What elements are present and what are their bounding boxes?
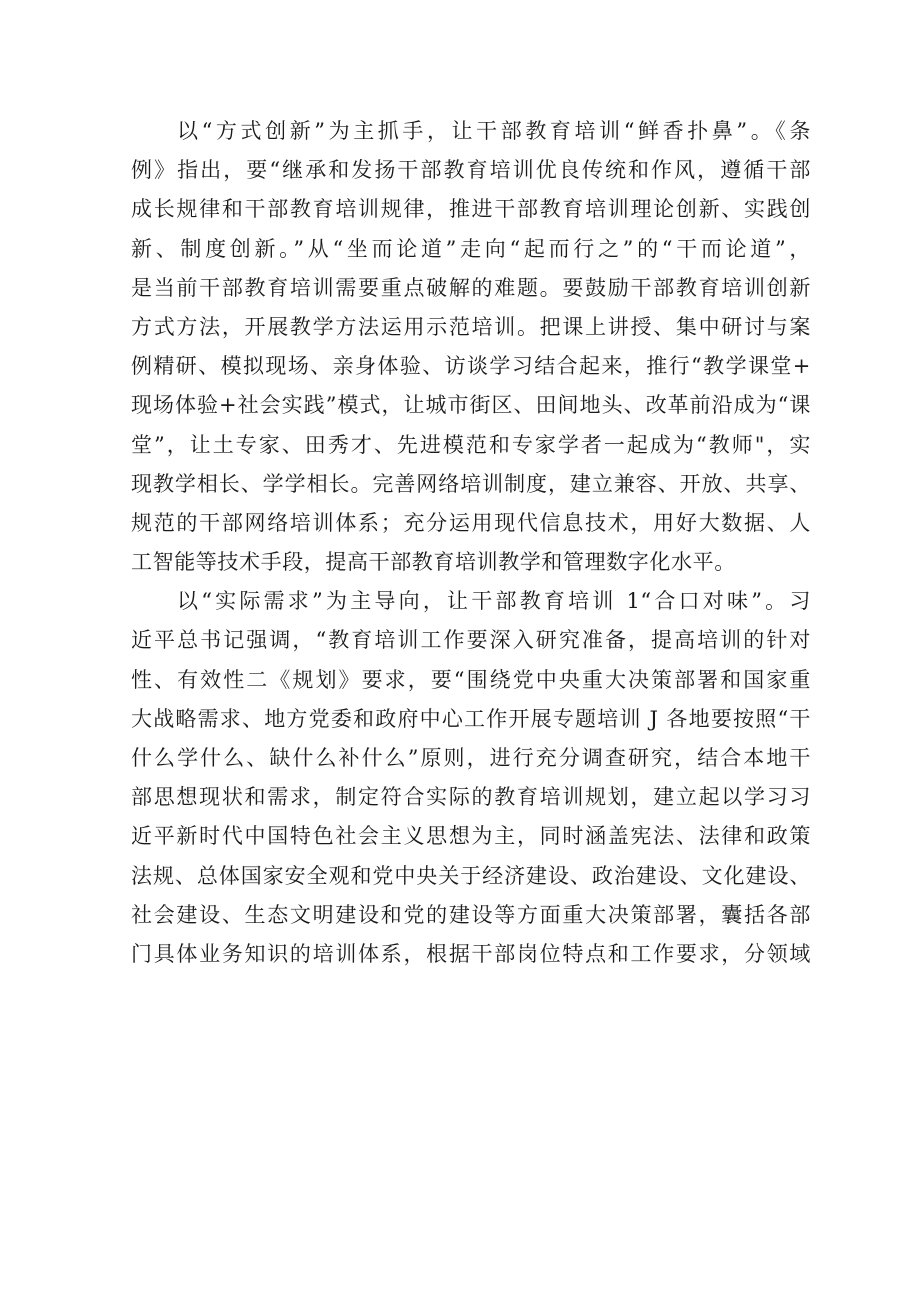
paragraph-line: 门具体业务知识的培训体系，根据干部岗位特点和工作要求，分领域 <box>131 941 811 966</box>
paragraph-line: 什么学什么、缺什么补什么”原则，进行充分调查研究，结合本地干 <box>131 746 811 770</box>
paragraph-line: 以“实际需求”为主导向，让干部教育培训 1“合口对味”。习 <box>177 589 811 614</box>
paragraph-line-last: 工智能等技术手段，提高干部教育培训教学和管理数字化水平。 <box>131 550 736 575</box>
paragraph-line: 法规、总体国家安全观和党中央关于经济建设、政治建设、文化建设、 <box>131 863 811 888</box>
paragraph-line: 近平新时代中国特色社会主义思想为主，同时涵盖宪法、法律和政策 <box>131 824 811 849</box>
paragraph-line: 以“方式创新”为主抓手，让干部教育培训“鲜香扑鼻”。《条 <box>177 119 811 143</box>
paragraph-line: 现教学相长、学学相长。完善网络培训制度，建立兼容、开放、共享、 <box>131 471 811 496</box>
paragraph-line: 新、制度创新。”从“坐而论道”走向“起而行之”的“干而论道”， <box>131 236 811 261</box>
paragraph-method-innovation <box>131 112 811 582</box>
paragraph-line: 方式方法，开展教学方法运用示范培训。把课上讲授、集中研讨与案 <box>131 314 811 339</box>
paragraph-line: 规范的干部网络培训体系；充分运用现代信息技术，用好大数据、人 <box>131 510 811 535</box>
paragraph-line: 近平总书记强调，“教育培训工作要深入研究准备，提高培训的针对 <box>131 628 811 653</box>
paragraph-line: 是当前干部教育培训需要重点破解的难题。要鼓励干部教育培训创新 <box>131 275 811 300</box>
paragraph-actual-demand <box>131 582 811 974</box>
paragraph-line: 大战略需求、地方党委和政府中心工作开展专题培训 J 各地要按照“干 <box>131 706 811 731</box>
paragraph-line: 社会建设、生态文明建设和党的建设等方面重大决策部署，囊括各部 <box>131 902 811 927</box>
paragraph-line: 现场体验+社会实践”模式，让城市街区、田间地头、改革前沿成为“课 <box>131 393 811 418</box>
paragraph-line: 性、有效性二《规划》要求，要“围绕党中央重大决策部署和国家重 <box>131 667 811 692</box>
paragraph-line: 部思想现状和需求，制定符合实际的教育培训规划，建立起以学习习 <box>131 785 811 810</box>
paragraph-line: 例精研、模拟现场、亲身体验、访谈学习结合起来，推行“教学课堂+ <box>131 354 811 379</box>
paragraph-line: 例》指出，要“继承和发扬干部教育培训优良传统和作风，遵循干部 <box>131 158 811 183</box>
paragraph-line: 堂”，让土专家、田秀才、先进模范和专家学者一起成为“教师"，实 <box>131 432 811 457</box>
paragraph-line: 成长规律和干部教育培训规律，推进干部教育培训理论创新、实践创 <box>131 197 811 222</box>
document-body <box>131 112 811 974</box>
